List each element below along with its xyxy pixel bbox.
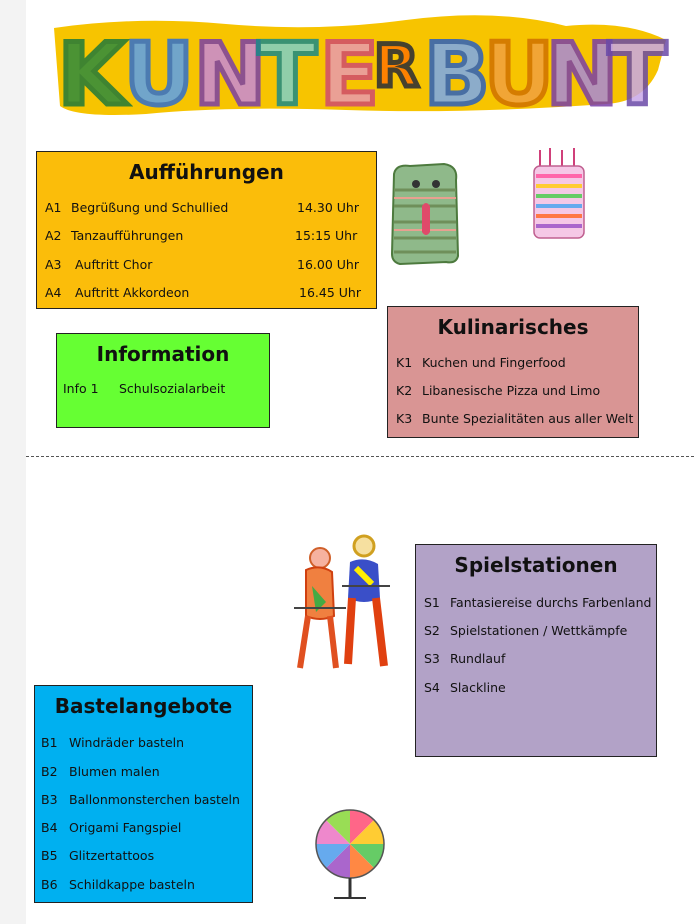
kulinarisches-title: Kulinarisches	[437, 315, 589, 339]
spielstationen-title: Spielstationen	[454, 553, 618, 577]
bastelangebote-title: Bastelangebote	[54, 694, 233, 718]
kulinarisches-box: Kulinarisches K1 Kuchen und Fingerfood K2 Libanesische Pizza und Limo K3 Bunte Spezialitäten aus aller Welt	[387, 306, 639, 438]
svg-text:K: K	[58, 25, 125, 122]
auffuehrungen-title: Aufführungen	[129, 160, 284, 184]
svg-text:R: R	[374, 32, 419, 100]
cake-drawing	[528, 146, 588, 244]
svg-text:N: N	[546, 25, 618, 122]
lollipop-drawing	[312, 806, 388, 906]
spielstationen-box: Spielstationen S1 Fantasiereise durchs Farbenland S2 Spielstationen / Wettkämpfe S3 Rundlauf S4 Slackline	[415, 544, 657, 757]
svg-text:N: N	[194, 25, 266, 122]
svg-text:T: T	[258, 25, 317, 122]
section-divider	[26, 456, 694, 457]
svg-text:U: U	[124, 25, 194, 122]
monster-drawing	[386, 160, 464, 268]
left-margin	[0, 0, 26, 924]
information-box: Information Info 1 Schulsozialarbeit	[56, 333, 270, 428]
auffuehrungen-box: Aufführungen A1 Begrüßung und Schullied 14.30 Uhr A2 Tanzaufführungen 15:15 Uhr A3 Auftritt Chor 16.00 Uhr A4 Auftritt Akkordeon 16.45 Uhr	[36, 151, 377, 309]
children-drawing	[286, 528, 396, 676]
svg-text:E: E	[320, 25, 379, 122]
svg-text:U: U	[484, 25, 554, 122]
banner-logo	[46, 10, 670, 122]
kunterbunt-banner	[46, 10, 670, 122]
information-title: Information	[96, 342, 230, 366]
svg-text:T: T	[608, 25, 667, 122]
svg-text:B: B	[424, 25, 490, 122]
bastelangebote-box: Bastelangebote B1 Windräder basteln B2 Blumen malen B3 Ballonmonsterchen basteln B4 Origami Fangspiel B5 Glitzertattoos B6 Schildkappe basteln	[34, 685, 253, 903]
